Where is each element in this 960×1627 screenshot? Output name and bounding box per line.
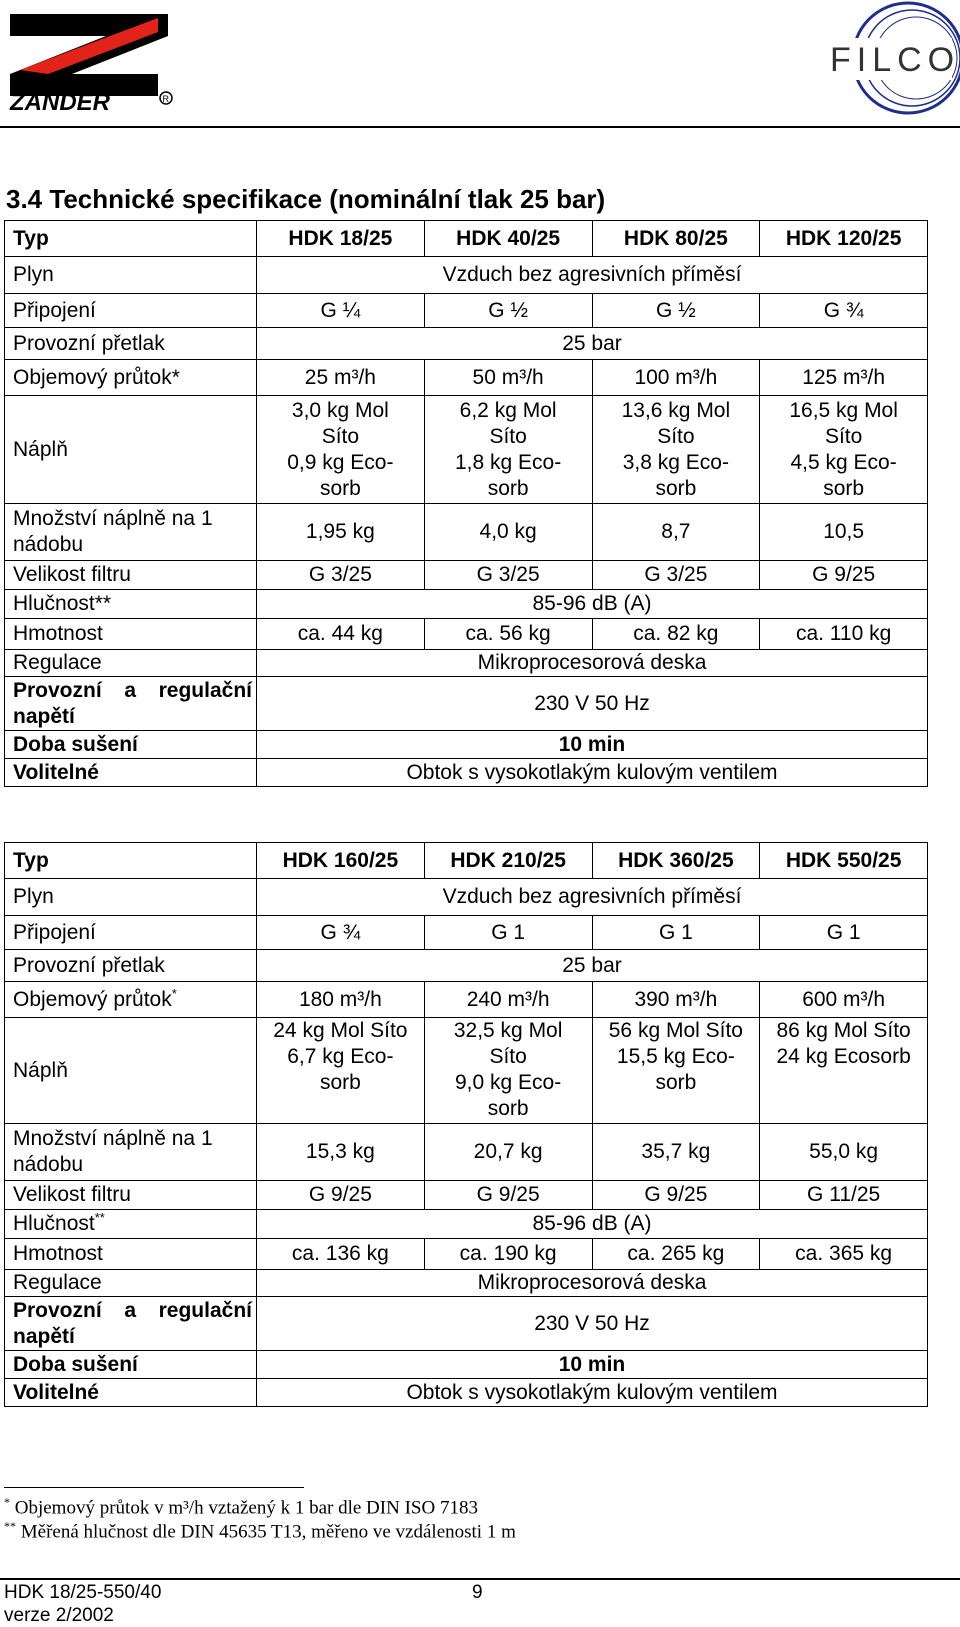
spec-table-2 [4, 842, 928, 1407]
fill-line: Síto [657, 424, 695, 448]
value-cell: 20,7 kg [424, 1124, 592, 1181]
row-label: Hmotnost [5, 619, 257, 650]
row-label: Náplň [5, 396, 257, 504]
row-label: Regulace [5, 650, 257, 677]
value-cell: G 9/25 [760, 561, 928, 590]
row-label-word: a [124, 678, 136, 702]
fill-line: Síto [489, 1045, 527, 1068]
table-row-plyn [5, 257, 928, 294]
table-row-napeti [5, 677, 928, 731]
fill-line: Síto [321, 424, 360, 448]
row-label-line: nádobu [13, 1153, 84, 1176]
fill-line: sorb [487, 1097, 529, 1120]
table-row-plyn [5, 879, 928, 916]
value-cell [257, 1018, 425, 1124]
svg-text:R: R [162, 94, 169, 104]
value-cell: 10 min [257, 731, 928, 759]
table-row-filtr [5, 561, 928, 590]
fill-line: sorb [655, 1071, 697, 1094]
table-row-hlucnost [5, 590, 928, 619]
row-label: Připojení [5, 294, 257, 328]
fill-line: Síto [824, 424, 863, 448]
fill-line: Síto [489, 424, 527, 448]
value-cell: 25 bar [257, 328, 928, 360]
fill-line: sorb [655, 476, 697, 500]
table-row-typ [5, 221, 928, 257]
row-label-word: Provozní [13, 1298, 102, 1322]
row-label: Doba sušení [5, 731, 257, 759]
table-row-tlak [5, 328, 928, 360]
row-label-word: Provozní [13, 678, 102, 702]
value-cell: 35,7 kg [592, 1124, 760, 1181]
zander-wordmark: ZANDER [10, 89, 110, 112]
row-label: Plyn [5, 257, 257, 294]
value-cell: ca. 44 kg [257, 619, 425, 650]
fill-line: 6,7 kg Eco- [287, 1045, 394, 1068]
fill-line: 9,0 kg Eco- [455, 1071, 562, 1094]
row-label: Plyn [5, 879, 257, 916]
value-cell: G 1 [760, 916, 928, 950]
value-cell: G ½ [592, 294, 760, 328]
value-cell: Vzduch bez agresivních příměsí [257, 257, 928, 294]
spec-table-1 [4, 220, 928, 787]
value-cell: ca. 136 kg [257, 1239, 425, 1270]
row-label [5, 982, 257, 1018]
row-label: Typ [5, 221, 257, 257]
row-label-line: napětí [13, 704, 75, 728]
fill-line: 32,5 kg Mol [453, 1019, 563, 1042]
row-label-line: napětí [13, 1324, 75, 1348]
table-row-filtr [5, 1181, 928, 1210]
fill-line: sorb [319, 476, 361, 500]
row-label-line [13, 1298, 252, 1324]
value-cell: ca. 265 kg [592, 1239, 760, 1270]
value-cell: ca. 82 kg [592, 619, 760, 650]
footnote-divider [4, 1487, 304, 1488]
value-cell: Vzduch bez agresivních příměsí [257, 879, 928, 916]
value-cell [760, 396, 928, 504]
row-label-word: a [124, 1298, 136, 1322]
table-row-mnozstvi [5, 504, 928, 561]
value-cell [424, 1018, 592, 1124]
table-row-typ [5, 843, 928, 879]
value-cell: G 9/25 [257, 1181, 425, 1210]
table-row-hmotnost [5, 619, 928, 650]
fill-line: 86 kg Mol Síto [776, 1019, 911, 1042]
fill-line: 3,8 kg Eco- [622, 450, 729, 474]
footer-document-id: HDK 18/25-550/40 [4, 1582, 162, 1603]
table-row-napeti [5, 1297, 928, 1351]
fill-line: 4,5 kg Eco- [790, 450, 897, 474]
value-cell: G 1 [592, 916, 760, 950]
row-label: Objemový průtok* [5, 360, 257, 396]
table-row-doba [5, 1351, 928, 1379]
row-label: Hmotnost [5, 1239, 257, 1270]
value-cell: 100 m³/h [592, 360, 760, 396]
value-cell: ca. 56 kg [424, 619, 592, 650]
row-label-line: nádobu [13, 533, 84, 556]
value-cell: ca. 190 kg [424, 1239, 592, 1270]
row-label: Provozní přetlak [5, 950, 257, 982]
footnote-mark: ** [94, 1210, 105, 1225]
value-cell: 1,95 kg [257, 504, 425, 561]
value-cell: Obtok s vysokotlakým kulovým ventilem [257, 1379, 928, 1407]
value-cell: 4,0 kg [424, 504, 592, 561]
footnote-mark: ** [4, 1519, 16, 1533]
value-cell: 25 bar [257, 950, 928, 982]
footnote-mark: * [4, 1495, 10, 1509]
model-cell: HDK 120/25 [760, 221, 928, 257]
row-label-line [13, 678, 252, 704]
value-cell [257, 396, 425, 504]
table-row-volitelne [5, 1379, 928, 1407]
fill-line: 15,5 kg Eco- [616, 1045, 735, 1068]
row-label: Hlučnost** [5, 590, 257, 619]
fill-line: 16,5 kg Mol [789, 398, 898, 422]
row-label: Volitelné [5, 1379, 257, 1407]
fill-line: 3,0 kg Mol [291, 398, 389, 422]
fill-line: 0,9 kg Eco- [287, 450, 394, 474]
value-cell: Mikroprocesorová deska [257, 650, 928, 677]
footer-version: verze 2/2002 [4, 1605, 114, 1626]
table-row-hlucnost [5, 1210, 928, 1239]
fill-line: 6,2 kg Mol [459, 398, 557, 422]
value-cell: ca. 110 kg [760, 619, 928, 650]
row-label-text: Hlučnost [13, 1212, 95, 1235]
table-row-tlak [5, 950, 928, 982]
value-cell [424, 396, 592, 504]
value-cell: Obtok s vysokotlakým kulovým ventilem [257, 759, 928, 787]
value-cell: G ¼ [257, 294, 425, 328]
row-label-line: Množství náplně na 1 [13, 507, 213, 530]
value-cell: Mikroprocesorová deska [257, 1270, 928, 1297]
row-label [5, 1297, 257, 1351]
row-label: Typ [5, 843, 257, 879]
model-cell: HDK 80/25 [592, 221, 760, 257]
value-cell: G ½ [424, 294, 592, 328]
model-cell: HDK 550/25 [760, 843, 928, 879]
filco-wordmark: FILCO [830, 41, 960, 79]
table-row-napln [5, 1018, 928, 1124]
row-label [5, 677, 257, 731]
value-cell: 25 m³/h [257, 360, 425, 396]
value-cell: 55,0 kg [760, 1124, 928, 1181]
fill-line: 1,8 kg Eco- [455, 450, 562, 474]
value-cell: 390 m³/h [592, 982, 760, 1018]
table-row-regulace [5, 1270, 928, 1297]
row-label-text: Objemový průtok [13, 987, 172, 1011]
fill-line: sorb [319, 1071, 361, 1094]
row-label: Doba sušení [5, 1351, 257, 1379]
value-cell: G ¾ [257, 916, 425, 950]
footer-divider [0, 1578, 960, 1580]
value-cell: 15,3 kg [257, 1124, 425, 1181]
table-row-pripojeni [5, 294, 928, 328]
value-cell: 180 m³/h [257, 982, 425, 1018]
table-row-doba [5, 731, 928, 759]
footnote-2 [4, 1519, 516, 1543]
row-label-word: regulační [158, 678, 252, 702]
table-row-regulace [5, 650, 928, 677]
filco-logo [828, 0, 960, 118]
row-label: Velikost filtru [5, 561, 257, 590]
value-cell: G 9/25 [424, 1181, 592, 1210]
page-number: 9 [472, 1582, 483, 1603]
footnote-text: Měřená hlučnost dle DIN 45635 T13, měřeno ve vzdálenosti 1 m [16, 1521, 516, 1543]
model-cell: HDK 160/25 [257, 843, 425, 879]
fill-line: sorb [487, 476, 529, 500]
row-label-word: regulační [158, 1298, 252, 1322]
table-row-prutok [5, 982, 928, 1018]
value-cell: 125 m³/h [760, 360, 928, 396]
value-cell: 8,7 [592, 504, 760, 561]
value-cell [592, 396, 760, 504]
value-cell: 240 m³/h [424, 982, 592, 1018]
table-row-mnozstvi [5, 1124, 928, 1181]
model-cell: HDK 360/25 [592, 843, 760, 879]
footnote-text: Objemový průtok v m³/h vztažený k 1 bar dle DIN ISO 7183 [10, 1497, 478, 1519]
model-cell: HDK 40/25 [424, 221, 592, 257]
value-cell: G 3/25 [592, 561, 760, 590]
value-cell: 85-96 dB (A) [257, 1210, 928, 1239]
value-cell: G ¾ [760, 294, 928, 328]
table-row-hmotnost [5, 1239, 928, 1270]
value-cell: 50 m³/h [424, 360, 592, 396]
value-cell [592, 1018, 760, 1124]
value-cell [760, 1018, 928, 1124]
row-label: Provozní přetlak [5, 328, 257, 360]
row-label: Velikost filtru [5, 1181, 257, 1210]
model-cell: HDK 210/25 [424, 843, 592, 879]
row-label [5, 504, 257, 561]
footnote-1 [4, 1495, 478, 1519]
value-cell: G 11/25 [760, 1181, 928, 1210]
fill-line: sorb [823, 476, 865, 500]
table-row-pripojeni [5, 916, 928, 950]
row-label [5, 1210, 257, 1239]
value-cell: 85-96 dB (A) [257, 590, 928, 619]
value-cell: 10,5 [760, 504, 928, 561]
row-label [5, 1124, 257, 1181]
header-divider [0, 126, 960, 128]
value-cell: G 1 [424, 916, 592, 950]
fill-line: 24 kg Mol Síto [273, 1019, 408, 1042]
value-cell: 230 V 50 Hz [257, 677, 928, 731]
row-label: Regulace [5, 1270, 257, 1297]
section-title: 3.4 Technické specifikace (nominální tlak 25 bar) [6, 184, 606, 214]
value-cell: 10 min [257, 1351, 928, 1379]
fill-line: 13,6 kg Mol [621, 398, 731, 422]
value-cell: 600 m³/h [760, 982, 928, 1018]
value-cell: ca. 365 kg [760, 1239, 928, 1270]
row-label: Připojení [5, 916, 257, 950]
table-row-napln [5, 396, 928, 504]
model-cell: HDK 18/25 [257, 221, 425, 257]
table-row-volitelne [5, 759, 928, 787]
row-label: Náplň [5, 1018, 257, 1124]
value-cell: G 3/25 [257, 561, 425, 590]
zander-logo [8, 12, 178, 112]
value-cell: G 9/25 [592, 1181, 760, 1210]
table-row-prutok [5, 360, 928, 396]
fill-line: 24 kg Ecosorb [776, 1045, 911, 1068]
fill-line: 56 kg Mol Síto [608, 1019, 743, 1042]
value-cell: G 3/25 [424, 561, 592, 590]
row-label-line: Množství náplně na 1 [13, 1127, 213, 1150]
footnote-mark: * [171, 985, 177, 1001]
row-label: Volitelné [5, 759, 257, 787]
value-cell: 230 V 50 Hz [257, 1297, 928, 1351]
